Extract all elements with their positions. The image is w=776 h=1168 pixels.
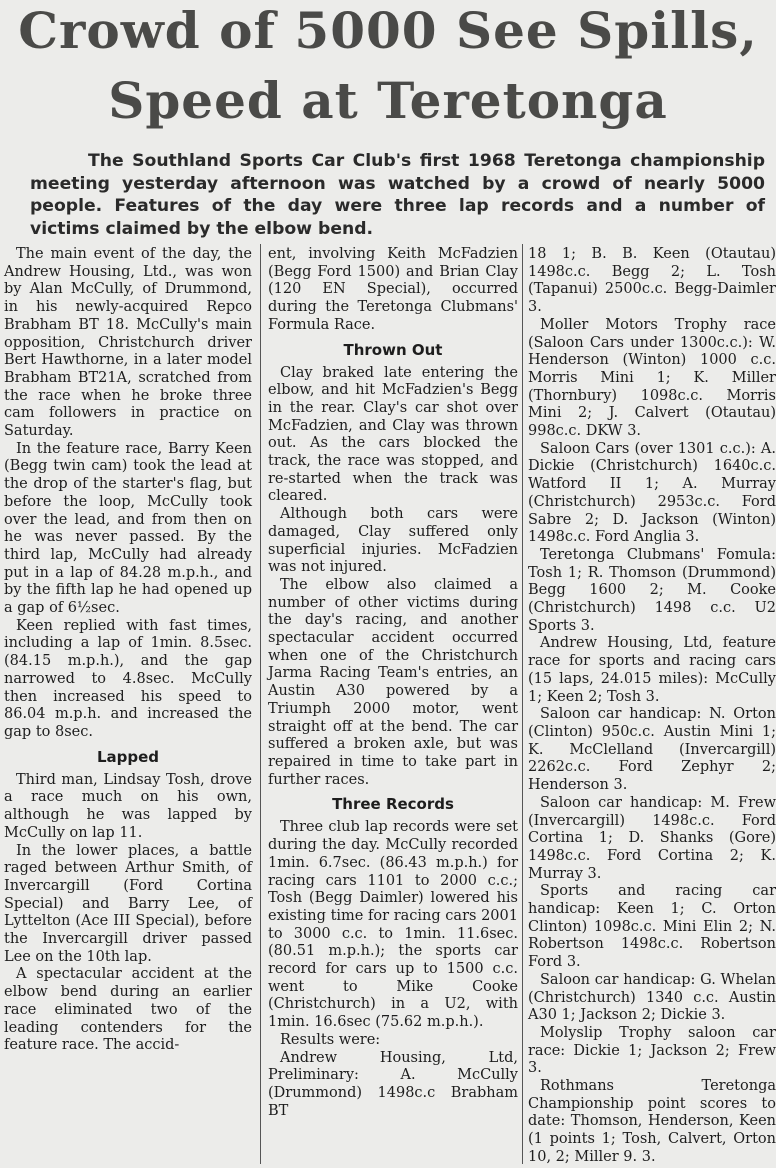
paragraph: In the feature race, Barry Keen (Begg twin cam) took the lead at the drop of the starter's flag, but before the loop, McCully took over the lead, and from then on he was never passed. By the third lap, McCully had already put in a lap of 84.28 m.p.h., and by the fifth lap he had opened up a gap of 6½sec.: [4, 440, 252, 617]
paragraph: In the lower places, a battle raged between Arthur Smith, of Invercargill (Ford Cortina Special) and Barry Lee, of Lyttelton (Ace III Special), before the Invercargill driver passed Lee on the 10th lap.: [4, 842, 252, 965]
article-column-2: [268, 246, 518, 1120]
results-paragraph: Saloon car handicap: G. Whelan (Christchurch) 1340 c.c. Austin A30 1; Jackson 2; Dickie 3.: [528, 971, 776, 1024]
paragraph: Keen replied with fast times, including a lap of 1min. 8.5sec. (84.15 m.p.h.), and the gap narrowed to 4.8sec. McCully then increased his speed to 86.04 m.p.h. and increased the gap to 8sec.: [4, 617, 252, 740]
article-column-1: [4, 246, 252, 1055]
subheading-lapped: Lapped: [96, 747, 160, 766]
intro-paragraph: The Southland Sports Car Club's first 1968 Teretonga championship meeting yesterday afternoon was watched by a crowd of nearly 5000 people. Features of the day were three lap records and a number of victims claimed by the elbow bend.: [30, 151, 765, 239]
paragraph: Clay braked late entering the elbow, and hit McFadzien's Begg in the rear. Clay's car shot over McFadzien, and Clay was thrown out. As the cars blocked the track, the race was stopped, and re-started when the track was cleared.: [268, 364, 518, 505]
results-paragraph: Moller Motors Trophy race (Saloon Cars under 1300c.c.): W. Henderson (Winton) 1000 c.c. Morris Mini 1; K. Miller (Thornbury) 1098c.c. Morris Mini 2; J. Calvert (Otautau) 998c.c. DKW 3.: [528, 316, 776, 440]
paragraph: Results were:: [280, 1031, 381, 1048]
paragraph: Although both cars were damaged, Clay suffered only superficial injuries. McFadzien was not injured.: [268, 506, 518, 576]
paragraph: ent, involving Keith McFadzien (Begg Ford 1500) and Brian Clay (120 EN Special), occurred during the Teretonga Clubmans' Formula Race.: [268, 246, 518, 333]
results-paragraph: Molyslip Trophy saloon car race: Dickie 1; Jackson 2; Frew 3.: [528, 1024, 776, 1077]
paragraph: The elbow also claimed a number of other victims during the day's racing, and another spectacular accident occurred when one of the Christchurch Jarma Racing Team's entries, an Austin A30 powered by a Triumph 2000 motor, went straight off at the bend. The car suffered a broken axle, but was repaired in time to take part in further races.: [268, 576, 518, 788]
headline-line-2: Speed at Teretonga: [108, 71, 668, 130]
results-paragraph: Rothmans Teretonga Championship point scores to date: Thomson, Henderson, Keen (1 points 1; Tosh, Calvert, Orton 10, 2; Miller 9. 3.: [528, 1078, 776, 1165]
results-paragraph: Teretonga Clubmans' Fomula: Tosh 1; R. Thomson (Drummond) Begg 1600 2; M. Cooke (Christchurch) 1498 c.c. U2 Sports 3.: [528, 546, 776, 634]
results-paragraph: Sports and racing car handicap: Keen 1; C. Orton Clinton) 1098c.c. Mini Elin 2; N. Robertson 1498c.c. Robertson Ford 3.: [528, 883, 776, 971]
article-column-3: [528, 246, 776, 1167]
results-paragraph: Saloon car handicap: M. Frew (Invercargill) 1498c.c. Ford Cortina 1; D. Shanks (Gore) 1498c.c. Ford Cortina 2; K. Murray 3.: [528, 794, 776, 882]
paragraph: The main event of the day, the Andrew Housing, Ltd., was won by Alan McCully, of Drummond, in his newly-acquired Repco Brabham BT 18. McCully's main opposition, Christchurch driver Bert Hawthorne, in a later model Brabham BT21A, scratched from the race when he broke three cam followers in practice on Saturday.: [4, 246, 252, 440]
column-rule-1: [260, 244, 261, 1164]
subheading-three-records: Three Records: [332, 795, 454, 814]
results-paragraph: Andrew Housing, Ltd, feature race for sports and racing cars (15 laps, 24.015 miles): McCully 1; Keen 2; Tosh 3.: [528, 635, 776, 705]
column-rule-2: [522, 244, 523, 1164]
results-paragraph: Saloon car handicap: N. Orton (Clinton) 950c.c. Austin Mini 1; K. McClelland (Invercargill) 2262c.c. Ford Zephyr 2; Henderson 3.: [528, 706, 776, 794]
paragraph: Three club lap records were set during the day. McCully recorded 1min. 6.7sec. (86.43 m.p.h.) for racing cars 1101 to 2000 c.c.; Tosh (Begg Daimler) lowered his existing time for racing cars 2001 to 3000 c.c. to 1min. 11.6sec. (80.51 m.p.h.); the sports car record for cars up to 1500 c.c. went to Mike Cooke (Christchurch) in a U2, with 1min. 16.6sec (75.62 m.p.h.).: [268, 819, 518, 1031]
subheading-thrown-out: Thrown Out: [343, 340, 443, 359]
paragraph: A spectacular accident at the elbow bend during an earlier race eliminated two of the leading contenders for the feature race. The accid-: [4, 966, 252, 1054]
headline-line-1: Crowd of 5000 See Spills,: [18, 1, 758, 60]
results-paragraph: Saloon Cars (over 1301 c.c.): A. Dickie (Christchurch) 1640c.c. Watford II 1; A. Murray (Christchurch) 2953c.c. Ford Sabre 2; D. Jackson (Winton) 1498c.c. Ford Anglia 3.: [528, 440, 776, 546]
paragraph: Third man, Lindsay Tosh, drove a race much on his own, although he was lapped by McCully on lap 11.: [4, 771, 252, 841]
paragraph: Andrew Housing, Ltd, Preliminary: A. McCully (Drummond) 1498c.c Brabham BT: [268, 1049, 518, 1119]
results-paragraph: 18 1; B. B. Keen (Otautau) 1498c.c. Begg 2; L. Tosh (Tapanui) 2500c.c. Begg-Daimler 3.: [528, 246, 776, 316]
